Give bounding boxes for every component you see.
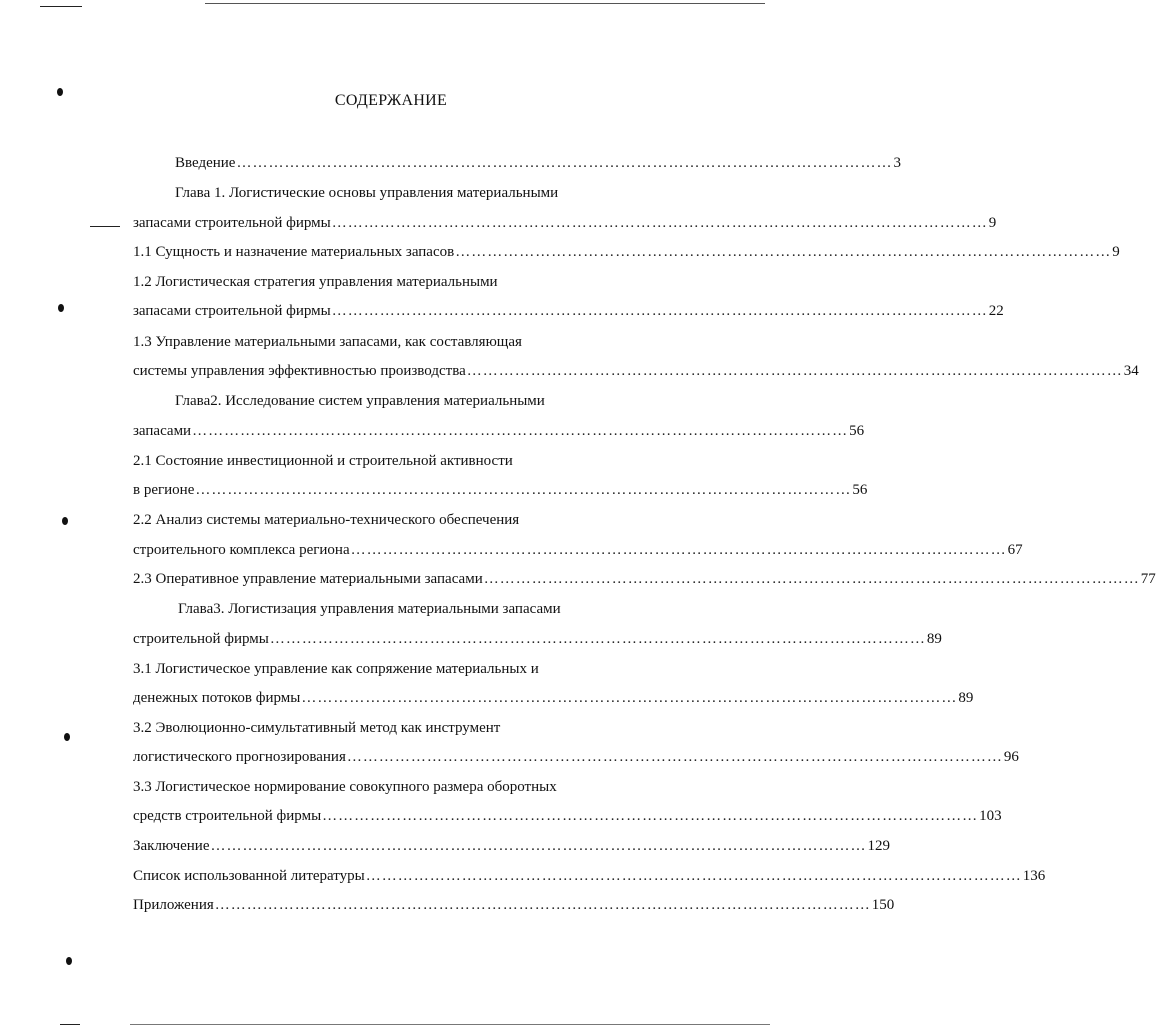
- page-number: 77: [1140, 571, 1156, 587]
- scan-line-bottom: [130, 1024, 770, 1025]
- page-number: 103: [979, 808, 1002, 824]
- page-number: 9: [1112, 244, 1120, 260]
- toc-line-3-3-heading: 3.3 Логистическое нормирование совокупного размера оборотных: [133, 779, 557, 795]
- toc-line-chapter-3: строительной фирмы …………………………………………………………………………………………………………… 89: [133, 631, 942, 647]
- dot-leader: ……………………………………………………………………………………………………………: [346, 749, 1003, 765]
- toc-line-chapter-1-heading: Глава 1. Логистические основы управления материальными: [175, 185, 559, 201]
- toc-line-3-2-heading: 3.2 Эволюционно-симультативный метод как инструмент: [133, 720, 501, 736]
- scan-line-top: [205, 3, 765, 4]
- page-number: 22: [988, 303, 1004, 319]
- page-number: 9: [988, 215, 997, 231]
- toc-line-2-1-heading: 2.1 Состояние инвестиционной и строительной активности: [133, 453, 513, 469]
- page-number: 150: [871, 897, 895, 913]
- page-number: 67: [1007, 542, 1023, 558]
- page-number: 89: [926, 631, 942, 647]
- page-number: 3: [893, 155, 901, 171]
- page-number: 56: [852, 482, 868, 498]
- page-title: СОДЕРЖАНИЕ: [334, 92, 448, 109]
- toc-line-1-3: системы управления эффективностью производства …………………………………………………………………………………………………………… 34: [133, 363, 1139, 379]
- toc-line-2-2: строительного комплекса региона …………………………………………………………………………………………………………… 67: [133, 542, 1023, 558]
- dot-leader: ……………………………………………………………………………………………………………: [301, 690, 958, 706]
- page-number: 89: [958, 690, 974, 706]
- dot-leader: ……………………………………………………………………………………………………………: [192, 423, 849, 439]
- toc-line-conclusion: Заключение …………………………………………………………………………………………………………… 129: [133, 838, 890, 854]
- dot-leader: ……………………………………………………………………………………………………………: [331, 303, 988, 319]
- toc-line-2-3: 2.3 Оперативное управление материальными запасами …………………………………………………………………………………………………………… 77: [133, 571, 1156, 587]
- dot-leader: ……………………………………………………………………………………………………………: [322, 808, 979, 824]
- page-number: 136: [1022, 868, 1046, 884]
- binding-hole-mark: [66, 957, 72, 965]
- toc-line-1-2-heading: 1.2 Логистическая стратегия управления материальными: [133, 274, 498, 290]
- dot-leader: ……………………………………………………………………………………………………………: [195, 482, 852, 498]
- toc-line-introduction: Введение …………………………………………………………………………………………………………… 3: [175, 155, 901, 171]
- dot-leader: ……………………………………………………………………………………………………………: [365, 868, 1022, 884]
- page-number: 96: [1003, 749, 1019, 765]
- scan-line-left: [90, 226, 120, 227]
- dot-leader: ……………………………………………………………………………………………………………: [483, 571, 1140, 587]
- toc-line-3-2: логистического прогнозирования …………………………………………………………………………………………………………… 96: [133, 749, 1019, 765]
- dot-leader: ……………………………………………………………………………………………………………: [455, 244, 1112, 260]
- binding-hole-mark: [64, 733, 70, 741]
- toc-line-appendices: Приложения …………………………………………………………………………………………………………… 150: [133, 897, 895, 913]
- toc-line-references: Список использованной литературы …………………………………………………………………………………………………………… 136: [133, 868, 1046, 884]
- toc-line-3-3: средств строительной фирмы …………………………………………………………………………………………………………… 103: [133, 808, 1002, 824]
- toc-line-3-1-heading: 3.1 Логистическое управление как сопряжение материальных и: [133, 661, 539, 677]
- toc-line-2-1: в регионе …………………………………………………………………………………………………………… 56: [133, 482, 868, 498]
- scan-line-top-left: [40, 6, 82, 7]
- dot-leader: ……………………………………………………………………………………………………………: [210, 838, 867, 854]
- dot-leader: ……………………………………………………………………………………………………………: [331, 215, 988, 231]
- dot-leader: ……………………………………………………………………………………………………………: [236, 155, 893, 171]
- page-number: 56: [849, 423, 865, 439]
- toc-line-1-2: запасами строительной фирмы …………………………………………………………………………………………………………… 22: [133, 303, 1004, 319]
- toc-line-1-1: 1.1 Сущность и назначение материальных запасов …………………………………………………………………………………………………………… 9: [133, 244, 1120, 260]
- page-number: 34: [1123, 363, 1139, 379]
- toc-line-2-2-heading: 2.2 Анализ системы материально-технического обеспечения: [133, 512, 520, 528]
- toc-line-3-1: денежных потоков фирмы …………………………………………………………………………………………………………… 89: [133, 690, 974, 706]
- toc-line-chapter-3-heading: Глава3. Логистизация управления материальными запасами: [178, 601, 561, 617]
- toc-line-chapter-2-heading: Глава2. Исследование систем управления материальными: [175, 393, 545, 409]
- binding-hole-mark: [58, 304, 64, 312]
- page-number: 129: [867, 838, 890, 854]
- toc-line-1-3-heading: 1.3 Управление материальными запасами, как составляющая: [133, 334, 522, 350]
- dot-leader: ……………………………………………………………………………………………………………: [466, 363, 1123, 379]
- dot-leader: ……………………………………………………………………………………………………………: [214, 897, 871, 913]
- dot-leader: ……………………………………………………………………………………………………………: [269, 631, 926, 647]
- dot-leader: ……………………………………………………………………………………………………………: [350, 542, 1007, 558]
- scan-line-bottom-left: [60, 1024, 80, 1025]
- toc-line-chapter-2: запасами …………………………………………………………………………………………………………… 56: [133, 423, 865, 439]
- toc-line-chapter-1: запасами строительной фирмы …………………………………………………………………………………………………………… 9: [133, 215, 997, 231]
- binding-hole-mark: [62, 517, 68, 525]
